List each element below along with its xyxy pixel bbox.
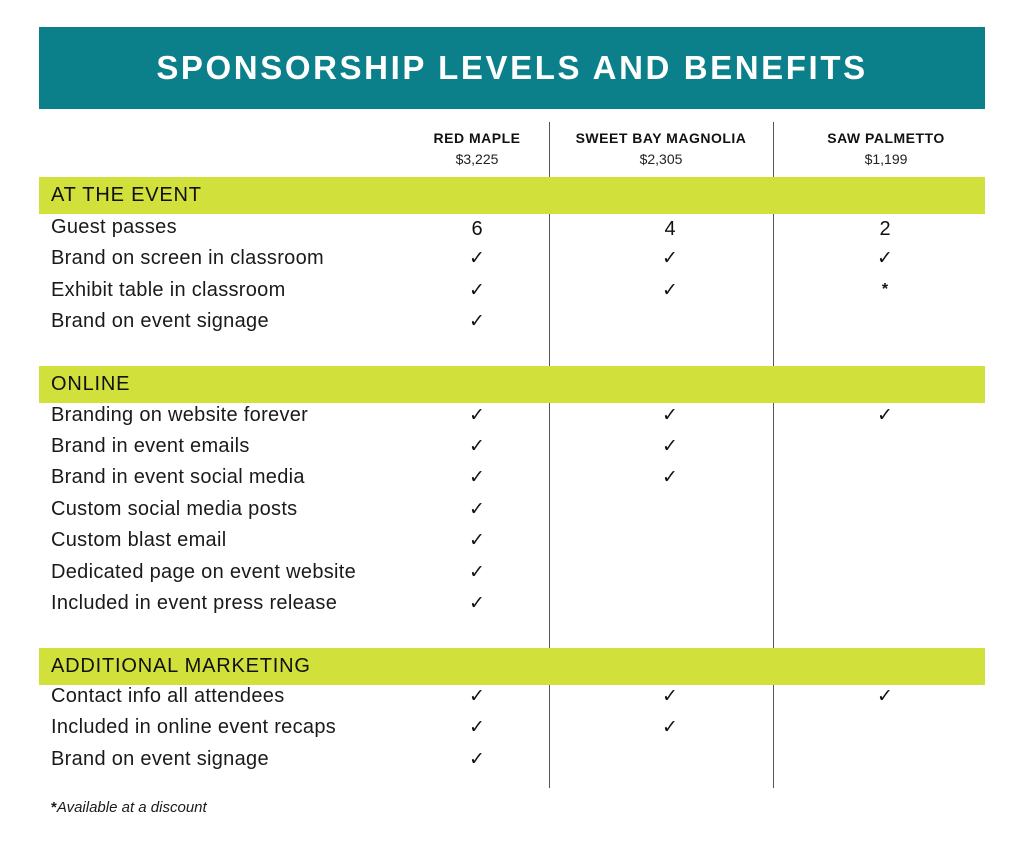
cell-saw-palmetto: *	[881, 281, 889, 298]
table-row	[0, 310, 1024, 341]
cell-red-maple: ✓	[469, 717, 485, 738]
tier-price: $1,199	[864, 151, 908, 167]
cell-sweet-bay-magnolia: ✓	[662, 686, 678, 707]
row-label: Brand on event signage	[51, 748, 269, 770]
tier-price: $3,225	[455, 151, 499, 167]
table-row	[0, 748, 1024, 779]
table-row	[0, 404, 1024, 435]
section-title: ONLINE	[51, 373, 131, 395]
cell-sweet-bay-magnolia: ✓	[662, 405, 678, 426]
cell-red-maple: ✓	[469, 311, 485, 332]
table-row	[0, 592, 1024, 623]
section-title: AT THE EVENT	[51, 184, 202, 206]
table-row	[0, 247, 1024, 278]
cell-red-maple: ✓	[469, 405, 485, 426]
cell-red-maple: ✓	[469, 593, 485, 614]
tier-price: $2,305	[639, 151, 683, 167]
table-row	[0, 216, 1024, 247]
cell-saw-palmetto: ✓	[877, 248, 893, 269]
cell-red-maple: ✓	[469, 749, 485, 770]
table-row	[0, 529, 1024, 560]
table-row	[0, 561, 1024, 592]
table-row	[0, 685, 1024, 716]
row-label: Branding on website forever	[51, 404, 309, 426]
row-label: Brand in event social media	[51, 466, 305, 488]
cell-sweet-bay-magnolia: 4	[664, 218, 676, 240]
cell-red-maple: 6	[471, 218, 483, 240]
row-label: Exhibit table in classroom	[51, 279, 286, 301]
cell-sweet-bay-magnolia: ✓	[662, 436, 678, 457]
tier-header-sweet-bay-magnolia	[555, 130, 767, 167]
footnote-marker: *	[51, 799, 57, 816]
row-label: Guest passes	[51, 216, 177, 238]
footnote	[51, 799, 207, 816]
tier-header-red-maple	[427, 130, 527, 167]
row-label: Brand in event emails	[51, 435, 250, 457]
row-label: Dedicated page on event website	[51, 561, 357, 583]
cell-red-maple: ✓	[469, 467, 485, 488]
footnote-text: Available at a discount	[56, 799, 207, 816]
section-header-online	[39, 366, 985, 403]
section-title: ADDITIONAL MARKETING	[51, 655, 311, 677]
cell-red-maple: ✓	[469, 686, 485, 707]
cell-red-maple: ✓	[469, 562, 485, 583]
title-banner	[39, 27, 985, 109]
table-row	[0, 466, 1024, 497]
cell-saw-palmetto: ✓	[877, 405, 893, 426]
section-header-additional-marketing	[39, 648, 985, 685]
cell-sweet-bay-magnolia: ✓	[662, 280, 678, 301]
table-row	[0, 435, 1024, 466]
page-title: SPONSORSHIP LEVELS AND BENEFITS	[156, 49, 868, 86]
cell-saw-palmetto: ✓	[877, 686, 893, 707]
table-row	[0, 498, 1024, 529]
tier-name: RED MAPLE	[433, 130, 521, 146]
tier-header-saw-palmetto	[803, 130, 969, 167]
cell-red-maple: ✓	[469, 499, 485, 520]
row-label: Brand on event signage	[51, 310, 269, 332]
tier-name: SAW PALMETTO	[827, 130, 945, 146]
row-label: Custom social media posts	[51, 498, 298, 520]
row-label: Brand on screen in classroom	[51, 247, 324, 269]
cell-red-maple: ✓	[469, 248, 485, 269]
tier-name: SWEET BAY MAGNOLIA	[575, 130, 747, 146]
table-row	[0, 279, 1024, 310]
cell-sweet-bay-magnolia: ✓	[662, 467, 678, 488]
cell-red-maple: ✓	[469, 530, 485, 551]
cell-red-maple: ✓	[469, 436, 485, 457]
row-label: Included in online event recaps	[51, 716, 337, 738]
row-label: Contact info all attendees	[51, 685, 285, 707]
section-header-at-the-event	[39, 177, 985, 214]
row-label: Custom blast email	[51, 529, 227, 551]
table-row	[0, 716, 1024, 747]
cell-sweet-bay-magnolia: ✓	[662, 717, 678, 738]
cell-red-maple: ✓	[469, 280, 485, 301]
cell-saw-palmetto: 2	[879, 218, 891, 240]
row-label: Included in event press release	[51, 592, 338, 614]
cell-sweet-bay-magnolia: ✓	[662, 248, 678, 269]
